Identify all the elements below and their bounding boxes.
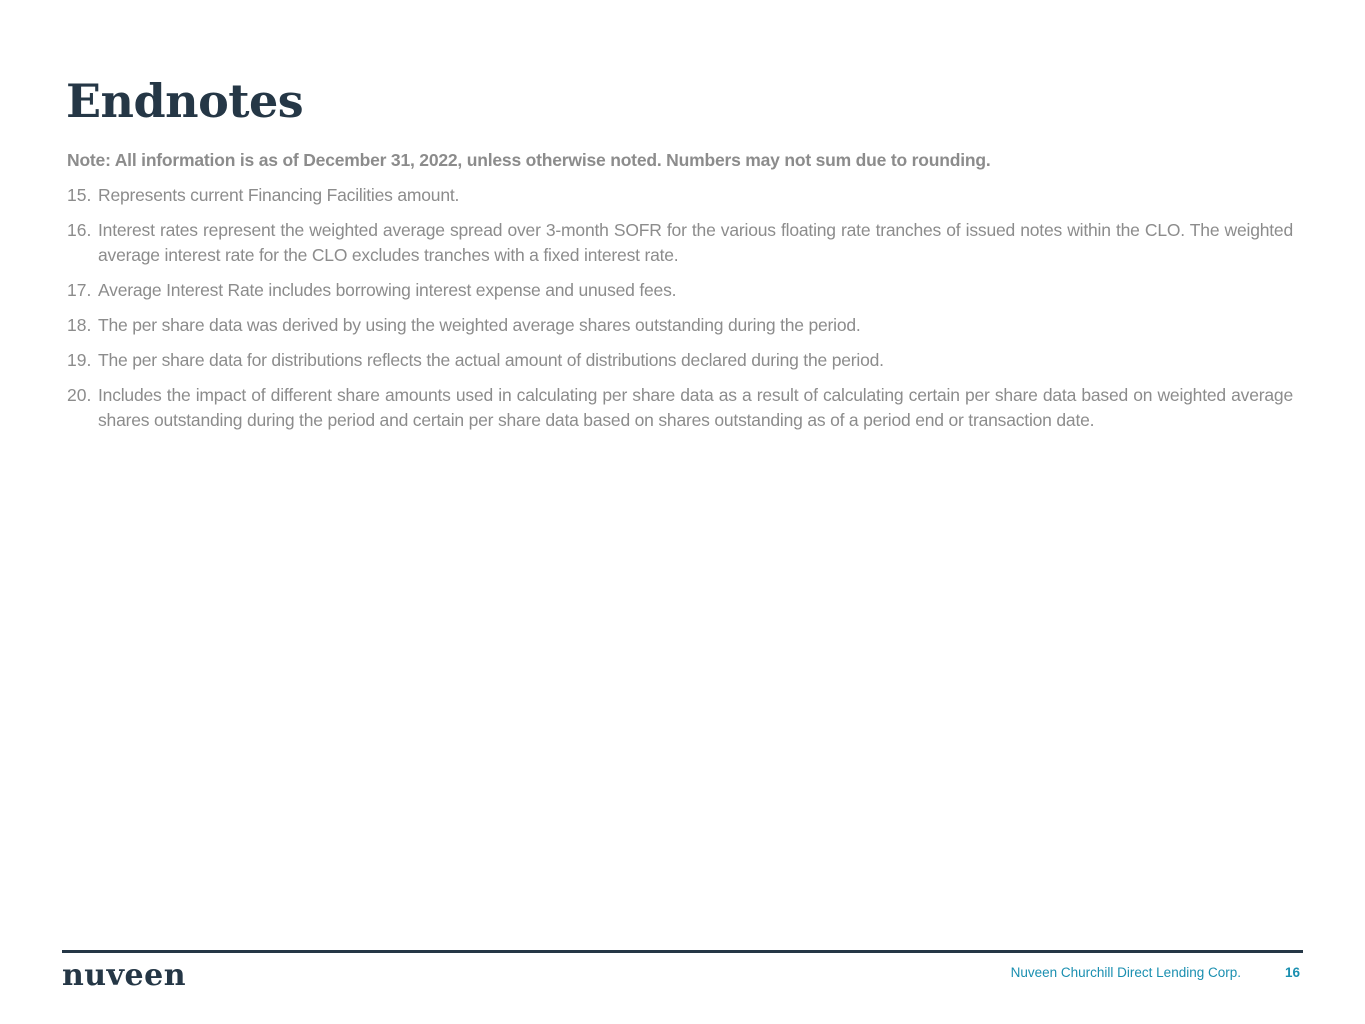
endnote-item (67, 313, 1293, 338)
endnote-number: 18. (67, 315, 92, 335)
endnotes-content (67, 148, 1293, 443)
endnote-number: 19. (67, 350, 92, 370)
endnote-item (67, 183, 1293, 208)
endnote-item (67, 383, 1293, 433)
endnote-text: The per share data was derived by using the weighted average shares outstanding during the period. (98, 315, 861, 335)
endnote-text: Includes the impact of different share amounts used in calculating per share data as a result of calculating certain per share data based on weighted average shares outstanding during the period and certain per share data based on shares outstanding as of a period end or transaction date. (98, 385, 1293, 430)
endnote-text: Interest rates represent the weighted average spread over 3-month SOFR for the various floating rate tranches of issued notes within the CLO. The weighted average interest rate for the CLO excludes tranches with a fixed interest rate. (98, 220, 1293, 265)
endnote-text: Average Interest Rate includes borrowing interest expense and unused fees. (98, 280, 677, 300)
endnote-text: Represents current Financing Facilities amount. (98, 185, 460, 205)
endnote-item (67, 278, 1293, 303)
page-number: 16 (1284, 965, 1300, 980)
endnotes-list (67, 183, 1293, 433)
endnote-number: 17. (67, 280, 92, 300)
endnote-text: The per share data for distributions reflects the actual amount of distributions declared during the period. (98, 350, 884, 370)
page-title: Endnotes (66, 74, 304, 128)
endnote-number: 15. (67, 185, 92, 205)
nuveen-logo: nuveen (62, 958, 187, 993)
note-text: Note: All information is as of December 31, 2022, unless otherwise noted. Numbers may not sum due to rounding. (67, 150, 991, 170)
endnote-item (67, 348, 1293, 373)
footer-company-name: Nuveen Churchill Direct Lending Corp. (1010, 965, 1241, 980)
endnote-item (67, 218, 1293, 268)
endnote-number: 20. (67, 385, 92, 405)
footer-divider (62, 950, 1303, 953)
endnote-number: 16. (67, 220, 92, 240)
